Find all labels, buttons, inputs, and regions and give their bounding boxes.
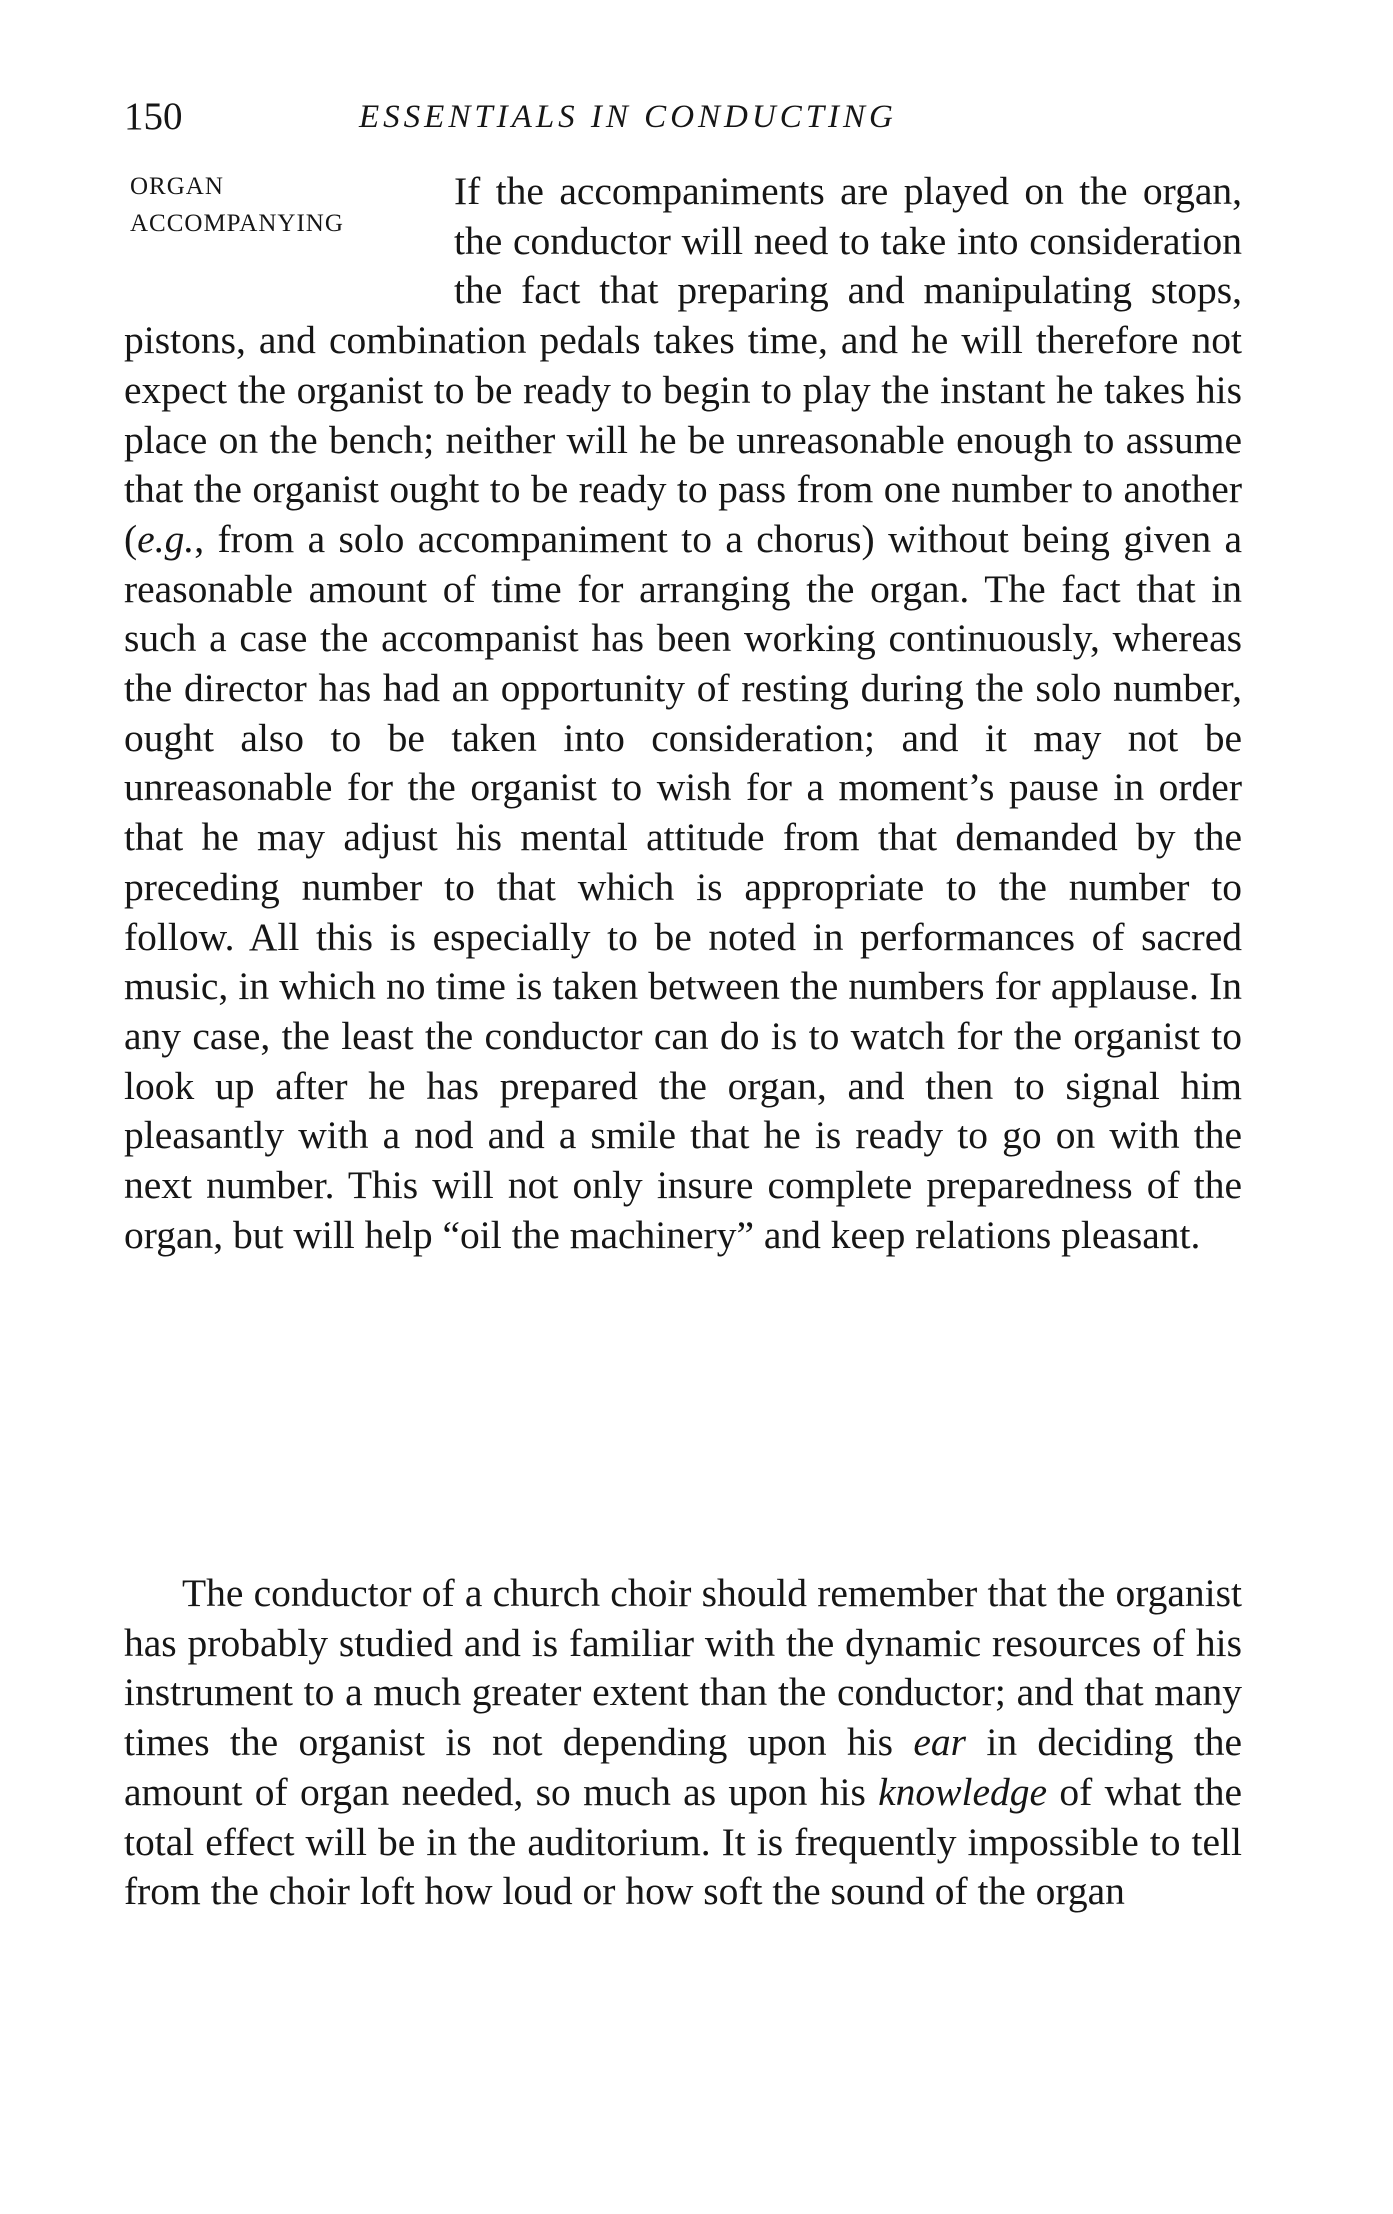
paragraph-1-text-b: , from a solo accompaniment to a chorus) without being given a reasonable amount of time for arranging the organ. The fact that in such a case the accompanist has been working continuously, whereas the director has had an opportunity of resting during the solo number, ought also to be taken into consideration; and it may not be unreasonable for the organist to wish for a moment’s pause in order that he may adjust his mental attitude from that demanded by the preceding number to that which is appropriate to the number to follow. All this is especially to be noted in performances of sacred music, in which no time is taken between the numbers for applause. In any case, the least the conductor can do is to watch for the organist to look up after he has prepared the organ, and then to signal him pleasantly with a nod and a smile that he is ready to go on with the next number. This will not only insure complete preparedness of the organ, but will help “oil the machinery” and keep relations pleasant. xyxy=(124,516,1242,1257)
paragraph-2-text-a: The conductor of a church choir should remember that the organist has probably studied and is familiar with the dynamic resources of his instrument to a much greater extent than the conductor; and that many times the organist is not depending upon his xyxy=(124,1571,1242,1765)
paragraph-2-ear: ear xyxy=(913,1720,967,1765)
side-heading-line-2: ACCOMPANYING xyxy=(130,210,344,237)
side-heading-space xyxy=(124,167,454,305)
paragraph-organ-accompanying xyxy=(124,167,1242,1260)
running-head: ESSENTIALS IN CONDUCTING xyxy=(359,99,897,135)
side-heading-line-1: ORGAN xyxy=(130,173,224,200)
paragraph-church-choir xyxy=(124,1569,1242,1917)
paragraph-2-text-b: in deciding the amount of organ needed, so much as upon his xyxy=(124,1720,1242,1814)
paragraph-2-knowledge: knowledge xyxy=(878,1769,1048,1814)
paragraph-1-text-a: If the accompaniments are played on the organ, the conductor will need to take into consideration the fact that preparing and manipulating stops, pistons, and combination pedals takes time, and he will therefore not expect the organist to be ready to begin to play the instant he takes his place on the bench; neither will he be unreasonable enough to assume that the organist ought to be ready to pass from one number to another ( xyxy=(124,169,1242,561)
paragraph-2-text-c: of what the total effect will be in the auditorium. It is frequently impossible to tell from the choir loft how loud or how soft the sound of the organ xyxy=(124,1769,1242,1914)
paragraph-1-eg: e.g. xyxy=(137,516,195,561)
page-number: 150 xyxy=(124,95,183,138)
page-header xyxy=(124,92,1242,142)
